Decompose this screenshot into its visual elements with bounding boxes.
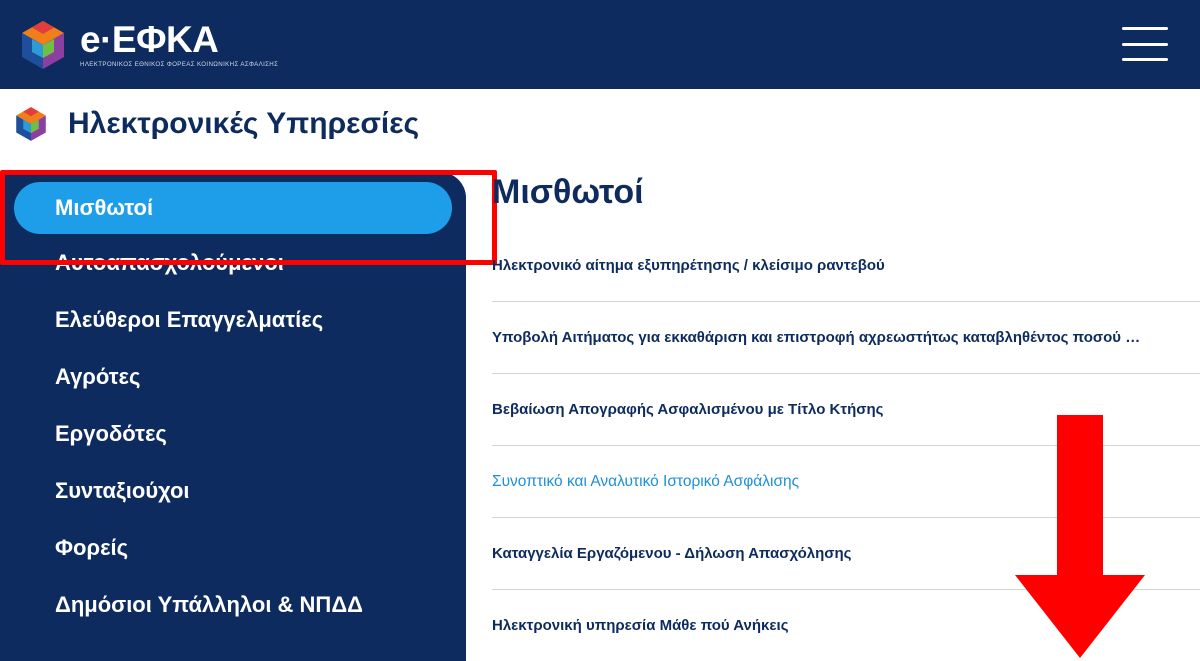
list-item[interactable] xyxy=(492,518,1200,590)
logo-main-text: e·ΕΦΚΑ xyxy=(80,18,219,60)
site-header xyxy=(0,0,1200,89)
services-content xyxy=(492,172,1200,661)
list-item-label: Βεβαίωση Απογραφής Ασφαλισμένου με Τίτλο Κτήσης xyxy=(492,401,884,418)
list-item[interactable] xyxy=(492,374,1200,446)
list-item[interactable] xyxy=(492,302,1200,374)
content-title: Μισθωτοί xyxy=(492,173,644,211)
sidebar-item-label: Ελεύθεροι Επαγγελματίες xyxy=(55,306,324,332)
category-sidebar xyxy=(0,172,466,661)
sidebar-item-label: Εργοδότες xyxy=(55,420,167,446)
sidebar-item-label: Αγρότες xyxy=(55,363,141,389)
logo[interactable] xyxy=(16,18,278,72)
sidebar-item-aytoapascholoumenoi[interactable] xyxy=(0,234,466,291)
list-item-label: Ηλεκτρονικό αίτημα εξυπηρέτησης / κλείσιμο ραντεβού xyxy=(492,257,885,274)
efka-cube-logo-icon xyxy=(16,18,70,72)
sidebar-item-label: Φορείς xyxy=(55,534,129,560)
list-item[interactable] xyxy=(492,590,1200,661)
hamburger-menu-icon[interactable] xyxy=(1122,27,1168,61)
logo-subtitle: ΗΛΕΚΤΡΟΝΙΚΟΣ ΕΘΝΙΚΟΣ ΦΟΡΕΑΣ ΚΟΙΝΩΝΙΚΗΣ ΑΣΦΑΛΙΣΗΣ xyxy=(80,60,279,68)
sidebar-item-dimosioi-ypalliloi[interactable] xyxy=(0,576,466,633)
sidebar-item-misthotoi[interactable] xyxy=(14,182,452,234)
page-title: Ηλεκτρονικές Υπηρεσίες xyxy=(68,107,420,140)
sidebar-item-foreis[interactable] xyxy=(0,519,466,576)
page-subheader xyxy=(0,89,1200,159)
sidebar-item-label: Δημόσιοι Υπάλληλοι & ΝΠΔΔ xyxy=(55,591,363,617)
sidebar-item-label: Μισθωτοί xyxy=(55,195,154,220)
sidebar-item-label: Συνταξιούχοι xyxy=(55,477,190,503)
hamburger-bar xyxy=(1122,43,1168,46)
sidebar-item-label: Αυτοαπασχολούμενοι xyxy=(55,249,284,275)
hamburger-bar xyxy=(1122,27,1168,30)
list-item-label: Υποβολή Αιτήματος για εκκαθάριση και επιστροφή αχρεωστήτως καταβληθέντος ποσού … xyxy=(492,329,1141,346)
logo-text xyxy=(80,18,279,68)
sidebar-item-ergodotes[interactable] xyxy=(0,405,466,462)
sidebar-item-agrotes[interactable] xyxy=(0,348,466,405)
sidebar-item-syntaxiouchoi[interactable] xyxy=(0,462,466,519)
list-item-label: Συνοπτικό και Αναλυτικό Ιστορικό Ασφάλισης xyxy=(492,472,800,490)
hamburger-bar xyxy=(1122,58,1168,61)
list-item-link[interactable] xyxy=(492,446,1200,518)
list-item-label: Καταγγελία Εργαζόμενου - Δήλωση Απασχόλησης xyxy=(492,545,852,562)
list-item[interactable] xyxy=(492,230,1200,302)
efka-cube-small-icon xyxy=(12,105,50,143)
list-item-label: Ηλεκτρονική υπηρεσία Μάθε πού Ανήκεις xyxy=(492,617,789,634)
sidebar-item-eleftheroi-epaggelmaties[interactable] xyxy=(0,291,466,348)
